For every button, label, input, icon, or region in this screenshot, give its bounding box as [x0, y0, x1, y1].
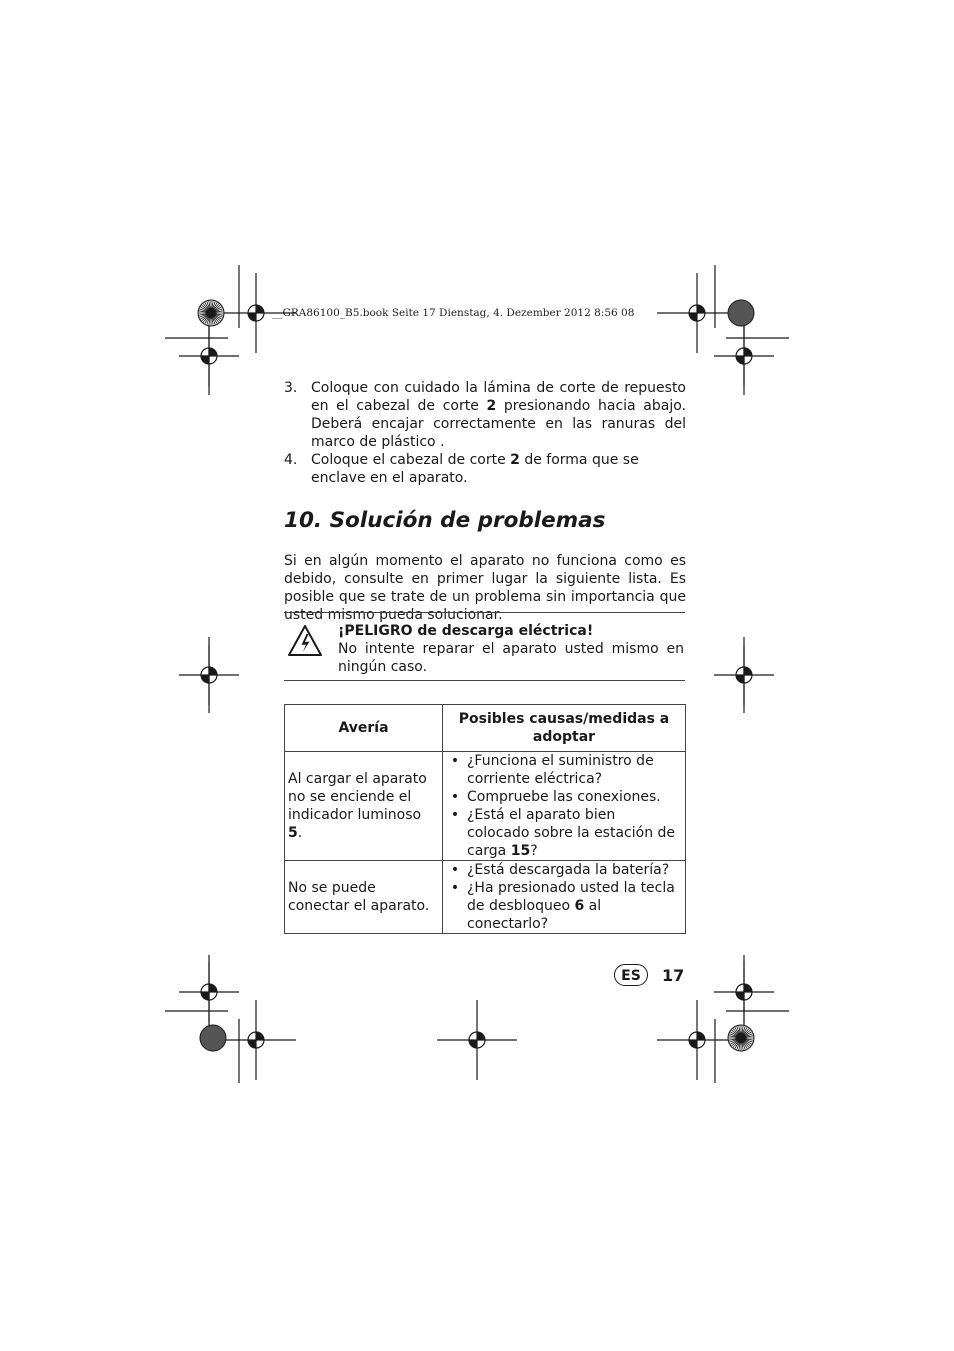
fault-cell: Al cargar el aparato no se enciende el indicador luminoso 5.: [285, 752, 443, 861]
list-item: • ¿Está el aparato bien colocado sobre la estación de carga 15?: [443, 806, 679, 860]
divider: [284, 680, 685, 681]
bullet: •: [450, 789, 460, 805]
print-slug: __GRA86100_B5.book Seite 17 Dienstag, 4. Dezember 2012 8:56 08: [272, 307, 635, 319]
warning-text: No intente reparar el aparato usted mismo en ningún caso.: [338, 641, 684, 675]
bullet: •: [450, 880, 460, 896]
fault-cell: No se puede conectar el aparato.: [285, 861, 443, 934]
page-number: 17: [662, 965, 685, 985]
step-text: Coloque el cabezal de corte 2 de forma que se enclave en el aparato.: [311, 452, 639, 486]
section-title: 10. Solución de problemas: [284, 508, 606, 533]
divider: [284, 612, 685, 613]
bullet: •: [450, 807, 460, 823]
list-item: • ¿Está descargada la batería?: [443, 861, 679, 879]
electric-shock-warning-icon: [287, 624, 323, 658]
registration-dot: [728, 300, 754, 326]
registration-dot: [200, 1025, 226, 1051]
causes-cell: [443, 861, 686, 934]
step-text: Coloque con cuidado la lámina de corte de repuesto en el cabezal de corte 2 presionando hacia abajo. Deberá encajar correctamente en las ranuras del marco de plástico .: [311, 380, 686, 450]
list-item: • ¿Ha presionado usted la tecla de desbloqueo 6 al conectarlo?: [443, 879, 679, 933]
section-intro: Si en algún momento el aparato no funciona como es debido, consulte en primer lugar la siguiente lista. Es posible que se trate de un problema sin importancia que usted mismo pueda solucionar.: [284, 553, 686, 623]
table-row: [285, 752, 686, 861]
warning-title: ¡PELIGRO de descarga eléctrica!: [338, 623, 594, 639]
step-number: 3.: [284, 380, 298, 396]
language-badge: ES: [614, 964, 648, 986]
table-header-row: [285, 705, 686, 752]
list-item: [284, 379, 686, 451]
step-number: 4.: [284, 452, 298, 468]
list-item: • ¿Funciona el suministro de corriente eléctrica?: [443, 752, 679, 788]
list-item: • Compruebe las conexiones.: [443, 788, 679, 806]
list-item: [284, 451, 686, 487]
column-header-fault: Avería: [285, 705, 443, 752]
bullet: •: [450, 862, 460, 878]
causes-cell: [443, 752, 686, 861]
warning-block: [338, 622, 684, 676]
table-row: [285, 861, 686, 934]
troubleshooting-table: [284, 704, 686, 934]
page-footer: [614, 964, 684, 986]
step-list: [284, 379, 686, 487]
column-header-causes: Posibles causas/medidas a adoptar: [443, 705, 686, 752]
bullet: •: [450, 753, 460, 769]
